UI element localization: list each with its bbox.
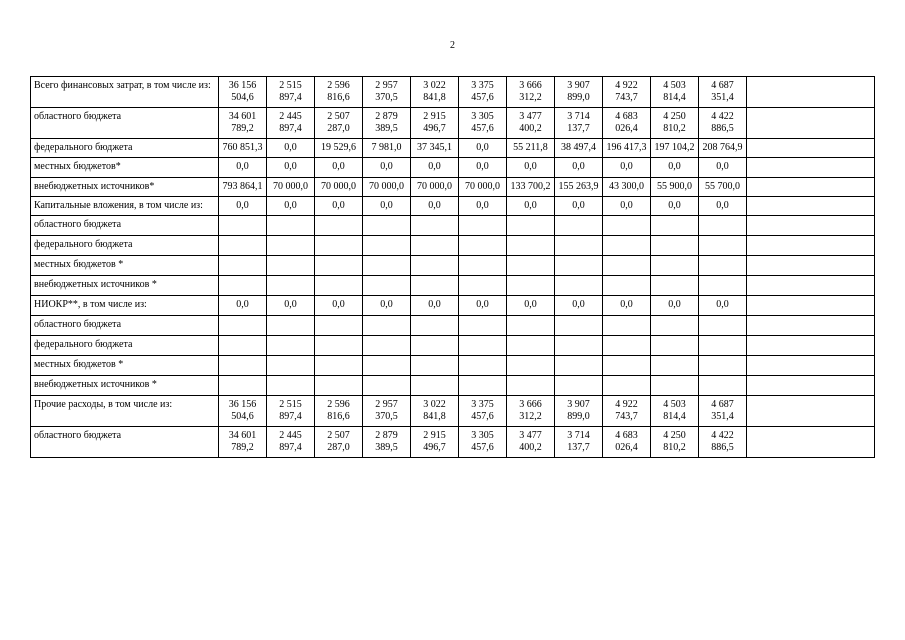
value-cell (747, 216, 875, 236)
value-cell: 4 250 810,2 (651, 108, 699, 139)
value-cell (459, 276, 507, 296)
value-cell: 3 375 457,6 (459, 77, 507, 108)
table-row (31, 158, 875, 178)
value-cell (459, 316, 507, 336)
value-cell: 0,0 (651, 158, 699, 178)
row-label: НИОКР**, в том числе из: (31, 296, 219, 316)
value-cell (699, 356, 747, 376)
value-cell (699, 316, 747, 336)
value-cell (555, 316, 603, 336)
table-row (31, 77, 875, 108)
value-cell (459, 216, 507, 236)
row-label: местных бюджетов* (31, 158, 219, 178)
value-cell (315, 236, 363, 256)
value-cell (507, 336, 555, 356)
value-cell (699, 236, 747, 256)
table-row (31, 316, 875, 336)
row-label: местных бюджетов * (31, 356, 219, 376)
value-cell (555, 376, 603, 396)
value-cell: 70 000,0 (267, 178, 315, 197)
value-cell (747, 356, 875, 376)
value-cell: 0,0 (459, 296, 507, 316)
value-cell: 4 687 351,4 (699, 77, 747, 108)
value-cell: 196 417,3 (603, 139, 651, 158)
value-cell (363, 316, 411, 336)
value-cell: 70 000,0 (315, 178, 363, 197)
value-cell: 0,0 (363, 158, 411, 178)
value-cell: 2 445 897,4 (267, 427, 315, 458)
value-cell: 3 666 312,2 (507, 396, 555, 427)
value-cell (747, 77, 875, 108)
value-cell (267, 376, 315, 396)
value-cell: 0,0 (555, 197, 603, 216)
value-cell (219, 336, 267, 356)
table-row (31, 336, 875, 356)
value-cell (651, 376, 699, 396)
value-cell (699, 216, 747, 236)
value-cell (555, 216, 603, 236)
value-cell (267, 316, 315, 336)
value-cell: 70 000,0 (363, 178, 411, 197)
value-cell (267, 216, 315, 236)
value-cell (219, 316, 267, 336)
value-cell: 2 596 816,6 (315, 396, 363, 427)
value-cell (555, 276, 603, 296)
value-cell: 155 263,9 (555, 178, 603, 197)
value-cell (555, 256, 603, 276)
value-cell (747, 178, 875, 197)
value-cell (651, 356, 699, 376)
table-row (31, 178, 875, 197)
value-cell: 0,0 (411, 296, 459, 316)
value-cell: 2 515 897,4 (267, 396, 315, 427)
value-cell: 0,0 (651, 296, 699, 316)
value-cell (651, 316, 699, 336)
value-cell: 4 687 351,4 (699, 396, 747, 427)
value-cell: 3 714 137,7 (555, 427, 603, 458)
value-cell (507, 316, 555, 336)
value-cell (507, 236, 555, 256)
row-label: областного бюджета (31, 216, 219, 236)
row-label: федерального бюджета (31, 139, 219, 158)
value-cell: 0,0 (267, 296, 315, 316)
value-cell (363, 356, 411, 376)
value-cell: 2 957 370,5 (363, 77, 411, 108)
value-cell: 0,0 (267, 197, 315, 216)
value-cell: 0,0 (507, 158, 555, 178)
value-cell: 34 601 789,2 (219, 108, 267, 139)
value-cell: 2 515 897,4 (267, 77, 315, 108)
value-cell (219, 256, 267, 276)
value-cell (459, 236, 507, 256)
value-cell (747, 316, 875, 336)
value-cell (219, 236, 267, 256)
row-label: внебюджетных источников* (31, 178, 219, 197)
value-cell (411, 236, 459, 256)
value-cell (315, 256, 363, 276)
value-cell (411, 276, 459, 296)
value-cell (315, 356, 363, 376)
value-cell (411, 316, 459, 336)
value-cell (747, 276, 875, 296)
value-cell: 2 879 389,5 (363, 427, 411, 458)
value-cell: 3 305 457,6 (459, 108, 507, 139)
value-cell: 3 907 899,0 (555, 396, 603, 427)
value-cell: 70 000,0 (459, 178, 507, 197)
value-cell: 0,0 (555, 158, 603, 178)
value-cell: 55 211,8 (507, 139, 555, 158)
value-cell (411, 376, 459, 396)
value-cell (603, 236, 651, 256)
value-cell (219, 276, 267, 296)
value-cell: 3 714 137,7 (555, 108, 603, 139)
table-row (31, 236, 875, 256)
value-cell: 19 529,6 (315, 139, 363, 158)
value-cell: 3 666 312,2 (507, 77, 555, 108)
value-cell (651, 336, 699, 356)
value-cell: 55 900,0 (651, 178, 699, 197)
value-cell (363, 276, 411, 296)
value-cell: 2 507 287,0 (315, 427, 363, 458)
value-cell (459, 356, 507, 376)
value-cell: 36 156 504,6 (219, 396, 267, 427)
value-cell: 38 497,4 (555, 139, 603, 158)
value-cell (603, 356, 651, 376)
table-body (31, 77, 875, 458)
value-cell: 3 022 841,8 (411, 396, 459, 427)
row-label: федерального бюджета (31, 236, 219, 256)
value-cell: 4 683 026,4 (603, 108, 651, 139)
value-cell (651, 236, 699, 256)
value-cell: 43 300,0 (603, 178, 651, 197)
value-cell (699, 256, 747, 276)
value-cell (747, 396, 875, 427)
value-cell: 2 445 897,4 (267, 108, 315, 139)
value-cell: 133 700,2 (507, 178, 555, 197)
value-cell: 4 250 810,2 (651, 427, 699, 458)
value-cell (747, 158, 875, 178)
value-cell (363, 376, 411, 396)
value-cell: 34 601 789,2 (219, 427, 267, 458)
value-cell: 0,0 (267, 139, 315, 158)
value-cell: 793 864,1 (219, 178, 267, 197)
value-cell: 0,0 (267, 158, 315, 178)
row-label: областного бюджета (31, 108, 219, 139)
value-cell: 0,0 (315, 158, 363, 178)
value-cell: 3 022 841,8 (411, 77, 459, 108)
value-cell: 0,0 (363, 197, 411, 216)
value-cell: 0,0 (603, 296, 651, 316)
value-cell (603, 256, 651, 276)
value-cell (699, 336, 747, 356)
value-cell (507, 256, 555, 276)
value-cell (507, 276, 555, 296)
table-row (31, 427, 875, 458)
value-cell: 2 915 496,7 (411, 427, 459, 458)
value-cell (459, 256, 507, 276)
value-cell: 197 104,2 (651, 139, 699, 158)
value-cell: 208 764,9 (699, 139, 747, 158)
page-number: 2 (450, 40, 455, 51)
value-cell: 70 000,0 (411, 178, 459, 197)
table-row (31, 256, 875, 276)
value-cell: 760 851,3 (219, 139, 267, 158)
value-cell: 2 596 816,6 (315, 77, 363, 108)
value-cell: 2 879 389,5 (363, 108, 411, 139)
value-cell: 3 907 899,0 (555, 77, 603, 108)
value-cell (747, 427, 875, 458)
value-cell: 0,0 (651, 197, 699, 216)
row-label: Капитальные вложения, в том числе из: (31, 197, 219, 216)
value-cell: 4 922 743,7 (603, 77, 651, 108)
value-cell (315, 336, 363, 356)
value-cell (363, 336, 411, 356)
value-cell (507, 376, 555, 396)
value-cell (267, 276, 315, 296)
value-cell: 4 503 814,4 (651, 77, 699, 108)
value-cell: 0,0 (219, 296, 267, 316)
value-cell (699, 276, 747, 296)
value-cell: 3 477 400,2 (507, 108, 555, 139)
value-cell: 4 422 886,5 (699, 108, 747, 139)
value-cell (555, 336, 603, 356)
value-cell (699, 376, 747, 396)
value-cell (603, 336, 651, 356)
table-row (31, 108, 875, 139)
value-cell: 7 981,0 (363, 139, 411, 158)
value-cell (219, 216, 267, 236)
value-cell (411, 256, 459, 276)
value-cell: 0,0 (603, 158, 651, 178)
value-cell (315, 316, 363, 336)
value-cell: 37 345,1 (411, 139, 459, 158)
row-label: Прочие расходы, в том числе из: (31, 396, 219, 427)
value-cell: 0,0 (603, 197, 651, 216)
value-cell: 0,0 (459, 158, 507, 178)
value-cell: 4 922 743,7 (603, 396, 651, 427)
value-cell (363, 216, 411, 236)
value-cell: 0,0 (555, 296, 603, 316)
table-row (31, 276, 875, 296)
row-label: внебюджетных источников * (31, 376, 219, 396)
value-cell (507, 216, 555, 236)
value-cell (747, 236, 875, 256)
value-cell (315, 376, 363, 396)
value-cell (747, 376, 875, 396)
value-cell: 0,0 (699, 158, 747, 178)
financing-table (30, 76, 875, 458)
table-row (31, 296, 875, 316)
value-cell (555, 236, 603, 256)
value-cell (267, 256, 315, 276)
value-cell (603, 216, 651, 236)
value-cell: 0,0 (507, 296, 555, 316)
value-cell (603, 276, 651, 296)
value-cell: 2 957 370,5 (363, 396, 411, 427)
value-cell (315, 216, 363, 236)
row-label: местных бюджетов * (31, 256, 219, 276)
value-cell (267, 336, 315, 356)
value-cell: 0,0 (315, 197, 363, 216)
value-cell (651, 256, 699, 276)
value-cell: 3 305 457,6 (459, 427, 507, 458)
table-row (31, 396, 875, 427)
value-cell (507, 356, 555, 376)
value-cell: 55 700,0 (699, 178, 747, 197)
value-cell: 36 156 504,6 (219, 77, 267, 108)
value-cell (747, 256, 875, 276)
value-cell (651, 216, 699, 236)
table-row (31, 356, 875, 376)
row-label: областного бюджета (31, 427, 219, 458)
value-cell (411, 336, 459, 356)
value-cell: 0,0 (699, 197, 747, 216)
value-cell (603, 376, 651, 396)
value-cell (267, 356, 315, 376)
value-cell (747, 139, 875, 158)
value-cell (747, 197, 875, 216)
value-cell (459, 376, 507, 396)
value-cell (459, 336, 507, 356)
value-cell: 0,0 (219, 197, 267, 216)
value-cell: 0,0 (459, 139, 507, 158)
value-cell: 3 375 457,6 (459, 396, 507, 427)
table-row (31, 139, 875, 158)
row-label: внебюджетных источников * (31, 276, 219, 296)
value-cell (411, 216, 459, 236)
value-cell: 4 503 814,4 (651, 396, 699, 427)
value-cell (267, 236, 315, 256)
value-cell: 4 683 026,4 (603, 427, 651, 458)
value-cell: 0,0 (219, 158, 267, 178)
value-cell: 0,0 (459, 197, 507, 216)
value-cell (219, 356, 267, 376)
value-cell (747, 296, 875, 316)
value-cell: 0,0 (507, 197, 555, 216)
table-row (31, 216, 875, 236)
value-cell: 2 507 287,0 (315, 108, 363, 139)
row-label: Всего финансовых затрат, в том числе из: (31, 77, 219, 108)
table-row (31, 376, 875, 396)
value-cell: 4 422 886,5 (699, 427, 747, 458)
value-cell: 0,0 (699, 296, 747, 316)
value-cell (363, 256, 411, 276)
row-label: федерального бюджета (31, 336, 219, 356)
value-cell: 0,0 (411, 158, 459, 178)
value-cell (747, 108, 875, 139)
value-cell (363, 236, 411, 256)
value-cell: 0,0 (315, 296, 363, 316)
row-label: областного бюджета (31, 316, 219, 336)
value-cell (603, 316, 651, 336)
value-cell: 0,0 (411, 197, 459, 216)
value-cell (555, 356, 603, 376)
value-cell (219, 376, 267, 396)
value-cell: 0,0 (363, 296, 411, 316)
value-cell (315, 276, 363, 296)
value-cell (651, 276, 699, 296)
value-cell (747, 336, 875, 356)
value-cell (411, 356, 459, 376)
value-cell: 3 477 400,2 (507, 427, 555, 458)
table-row (31, 197, 875, 216)
value-cell: 2 915 496,7 (411, 108, 459, 139)
